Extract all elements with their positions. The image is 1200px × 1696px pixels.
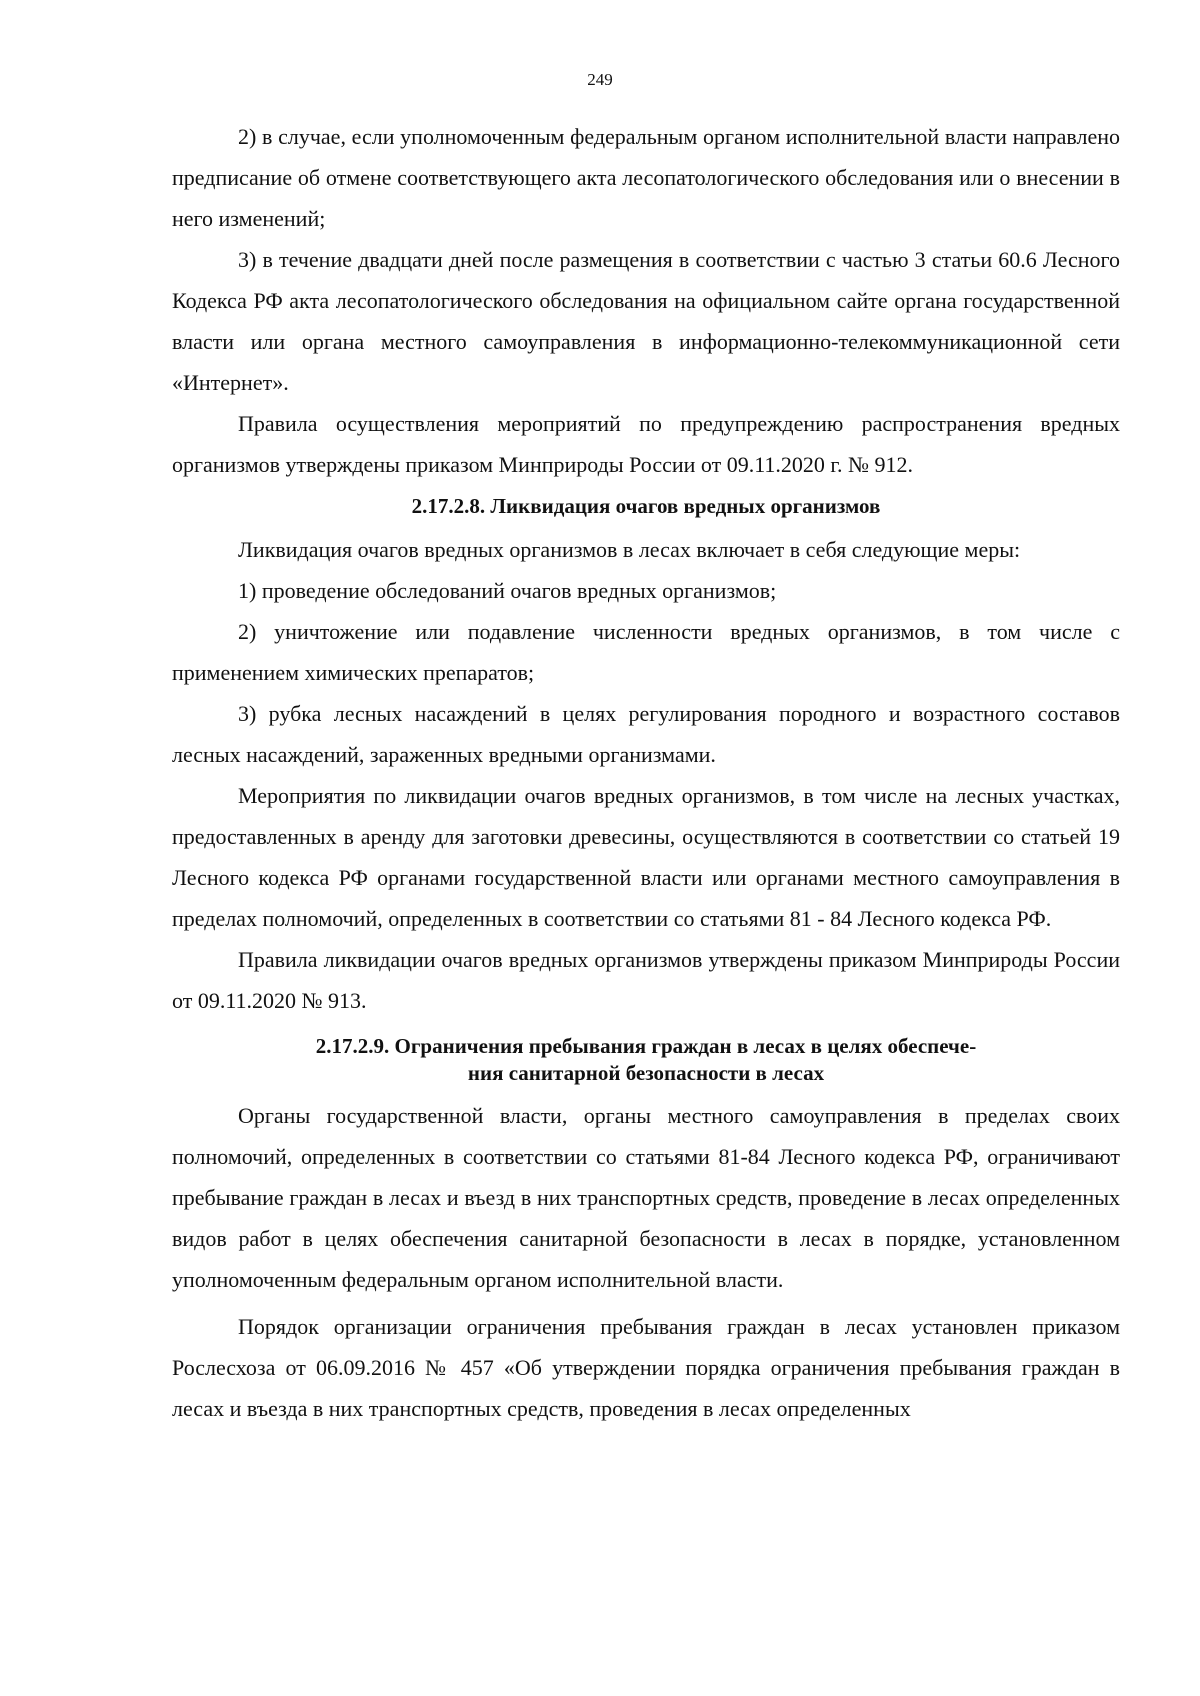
paragraph: Порядок организации ограничения пребывания граждан в лесах установлен приказом Рослесхоза от 06.09.2016 № 457 «Об утверждении порядка ограничения пребывания граждан в лесах и въезда в них транспортных средств, проведения в лесах определенных (172, 1314, 1120, 1421)
paragraph: Мероприятия по ликвидации очагов вредных организмов, в том числе на лесных участках, предоставленных в аренду для заготовки древесины, осуществляются в соответствии со статьей 19 Лесного кодекса РФ органами государственной власти или органами местного самоуправления в пределах полномочий, определенных в соответствии со статьями 81 - 84 Лесного кодекса РФ. (172, 783, 1120, 931)
paragraph: 1) проведение обследований очагов вредных организмов; (238, 578, 777, 603)
section-heading-line: ния санитарной безопасности в лесах (467, 1061, 825, 1085)
paragraph: Правила осуществления мероприятий по предупреждению распространения вредных организмов утверждены приказом Минприроды России от 09.11.2020 г. № 912. (172, 411, 1120, 477)
section-heading: 2.17.2.8. Ликвидация очагов вредных организмов (411, 494, 881, 518)
paragraph: Правила ликвидации очагов вредных организмов утверждены приказом Минприроды России от 09.11.2020 № 913. (172, 947, 1120, 1013)
paragraph: 2) в случае, если уполномоченным федеральным органом исполнительной власти направлено предписание об отмене соответствующего акта лесопатологического обследования или о внесении в него изменений; (172, 124, 1120, 231)
paragraph: 3) рубка лесных насаждений в целях регулирования породного и возрастного составов лесных насаждений, зараженных вредными организмами. (172, 701, 1120, 767)
document-body (172, 116, 1120, 1429)
paragraph: Ликвидация очагов вредных организмов в лесах включает в себя следующие меры: (238, 537, 1021, 562)
paragraph: 2) уничтожение или подавление численности вредных организмов, в том числе с применением химических препаратов; (172, 619, 1120, 685)
paragraph: Органы государственной власти, органы местного самоуправления в пределах своих полномочий, определенных в соответствии со статьями 81-84 Лесного кодекса РФ, ограничивают пребывание граждан в лесах и въезд в них транспортных средств, проведение в лесах определенных видов работ в целях обеспечения санитарной безопасности в лесах в порядке, установленном уполномоченным федеральным органом исполнительной власти. (172, 1103, 1120, 1292)
section-heading-line: 2.17.2.9. Ограничения пребывания граждан в лесах в целях обеспече- (315, 1034, 977, 1058)
paragraph: 3) в течение двадцати дней после размещения в соответствии с частью 3 статьи 60.6 Лесного Кодекса РФ акта лесопатологического обследования на официальном сайте органа государственной власти или органа местного самоуправления в информационно-телекоммуникационной сети «Интернет». (172, 247, 1120, 395)
section-heading (172, 1033, 1120, 1087)
page-number: 249 (587, 70, 613, 89)
